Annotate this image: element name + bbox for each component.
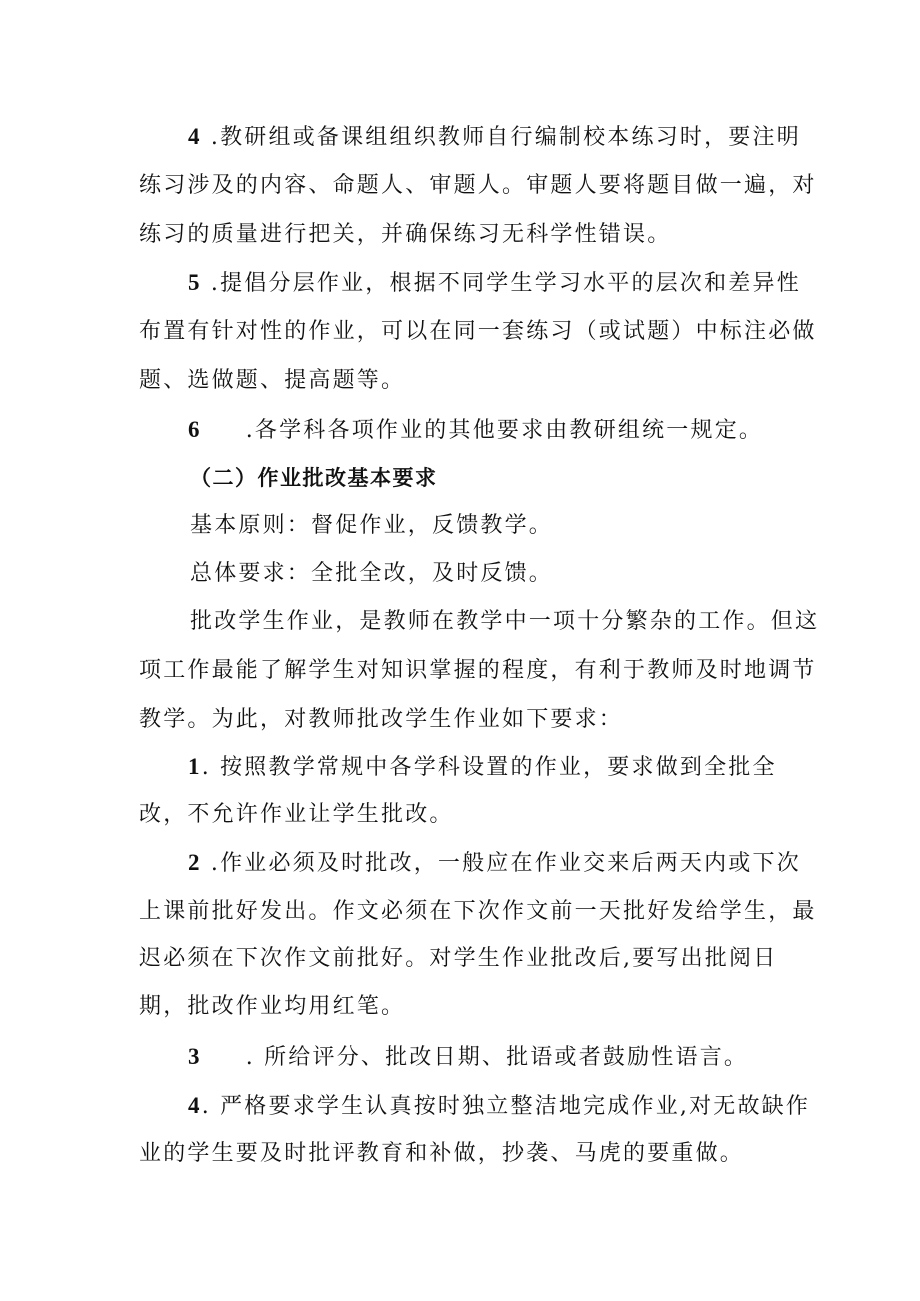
item-number: 3 — [188, 1044, 202, 1069]
intro-line-2: 项工作最能了解学生对知识掌握的程度，有利于教师及时地调节 — [139, 658, 817, 683]
item-5-line-2: 布置有针对性的作业，可以在同一套练习（或试题）中标注必做 — [139, 319, 817, 344]
item-5-line-1 — [188, 268, 801, 299]
correction-item-1-line-1 — [188, 752, 777, 783]
correction-item-4-line-1 — [188, 1091, 810, 1122]
item-4-line-3: 练习的质量进行把关，并确保练习无科学性错误。 — [139, 222, 672, 247]
item-text: .提倡分层作业，根据不同学生学习水平的层次和差异性 — [210, 271, 801, 296]
correction-item-2-line-3: 迟必须在下次作文前批好。对学生作业批改后,要写出批阅日 — [139, 946, 778, 971]
item-number: 1 — [188, 754, 202, 779]
section-heading: （二）作业批改基本要求 — [190, 466, 438, 490]
item-text: . 所给评分、批改日期、批语或者鼓励性语言。 — [245, 1045, 749, 1070]
basic-principle: 基本原则：督促作业，反馈教学。 — [190, 513, 554, 538]
correction-item-3-line-1 — [188, 1042, 748, 1073]
item-number: 4 — [188, 1093, 202, 1118]
item-number: 2 — [188, 850, 202, 875]
item-6-line-1 — [188, 415, 763, 446]
correction-item-1-line-2: 改，不允许作业让学生批改。 — [139, 802, 454, 827]
item-4-line-1 — [188, 122, 801, 153]
item-text: .教研组或备课组组织教师自行编制校本练习时，要注明 — [210, 125, 801, 150]
intro-line-3: 教学。为此，对教师批改学生作业如下要求： — [139, 707, 624, 732]
item-4-line-2: 练习涉及的内容、命题人、审题人。审题人要将题目做一遍，对 — [139, 173, 817, 198]
correction-item-2-line-2: 上课前批好发出。作文必须在下次作文前一天批好发给学生，最 — [139, 899, 817, 924]
overall-requirement: 总体要求：全批全改，及时反馈。 — [190, 561, 554, 586]
item-text: . 严格要求学生认真按时独立整洁地完成作业,对无故缺作 — [201, 1094, 811, 1119]
item-number: 4 — [188, 124, 202, 149]
intro-line-1: 批改学生作业，是教师在教学中一项十分繁杂的工作。但这 — [190, 609, 820, 634]
item-number: 6 — [188, 417, 202, 442]
item-text: .各学科各项作业的其他要求由教研组统一规定。 — [245, 418, 764, 443]
item-number: 5 — [188, 270, 202, 295]
correction-item-4-line-2: 业的学生要及时批评教育和补做，抄袭、马虎的要重做。 — [139, 1141, 745, 1166]
item-text: .作业必须及时批改，一般应在作业交来后两天内或下次 — [210, 851, 801, 876]
item-text: . 按照教学常规中各学科设置的作业，要求做到全批全 — [201, 755, 777, 780]
item-5-line-3: 题、选做题、提高题等。 — [139, 368, 406, 393]
correction-item-2-line-4: 期，批改作业均用红笔。 — [139, 994, 406, 1019]
correction-item-2-line-1 — [188, 848, 801, 879]
